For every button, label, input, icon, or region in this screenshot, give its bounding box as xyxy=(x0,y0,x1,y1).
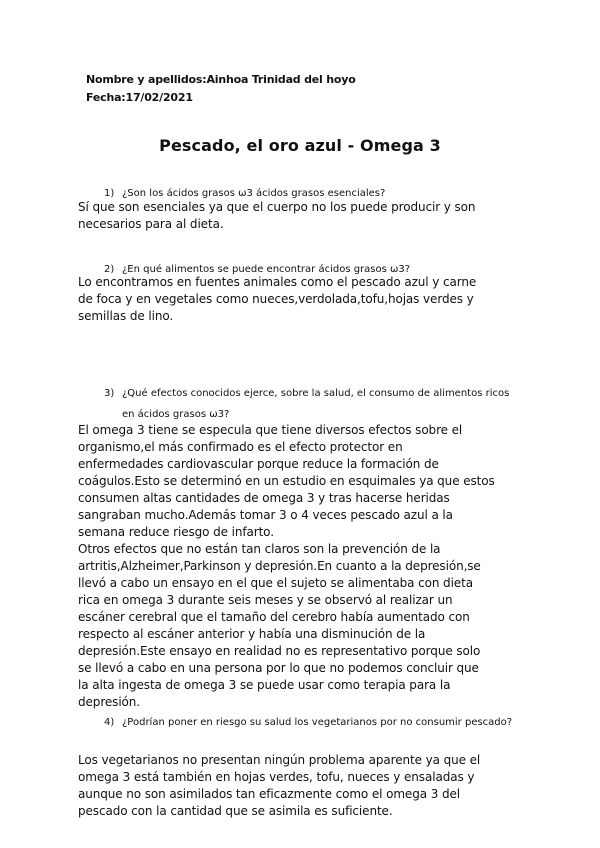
answer-1: Sí que son esenciales ya que el cuerpo no los puede producir y son necesarios para al dieta. xyxy=(78,200,476,231)
answer-3: El omega 3 tiene se especula que tiene diversos efectos sobre el organismo,el más confirmado es el efecto protector en enfermedades cardiovascular porque reduce la formación de coágulos.Esto se determinó en un estudio en esquimales ya que estos consumen altas cantidades de omega 3 y tras hacerse heridas sangraban mucho.Además tomar 3 o 4 veces pescado azul a la semana reduce riesgo de infarto. Otros efectos que no están tan claros son la prevención de la artritis,Alzheimer,Parkinson y depresión.En cuanto a la depresión,se llevó a cabo un ensayo en el que el sujeto se alimentaba con dieta rica en omega 3 durante seis meses y se observó al realizar un escáner cerebral que el tamaño del cerebro había aumentado con respecto al escáner anterior y había una disminución de la depresión.Este ensayo en realidad no es representativo porque solo se llevó a cabo en una persona por lo que no podemos concluir que la alta ingesta de omega 3 se puede usar como terapia para la depresión. xyxy=(78,423,495,709)
answer-2: Lo encontramos en fuentes animales como el pescado azul y carne de foca y en vegetales como nueces,verdolada,tofu,hojas verdes y semillas de lino. xyxy=(78,275,477,323)
question-number: 3) xyxy=(104,388,115,399)
question-4 xyxy=(104,712,524,733)
date-line: Fecha:17/02/2021 xyxy=(86,91,193,104)
document-title: Pescado, el oro azul - Omega 3 xyxy=(159,136,441,155)
question-text: ¿Qué efectos conocidos ejerce, sobre la salud, el consumo de alimentos ricos en ácidos grasos ω3? xyxy=(122,388,510,420)
answer-4: Los vegetarianos no presentan ningún problema aparente ya que el omega 3 está también en hojas verdes, tofu, nueces y ensaladas y aunque no son asimilados tan eficazmente como el omega 3 del pescado con la cantidad que se asimila es suficiente. xyxy=(78,753,481,818)
question-number: 4) xyxy=(104,717,115,728)
question-number: 1) xyxy=(104,188,115,199)
question-3 xyxy=(104,383,524,425)
question-text: ¿En qué alimentos se puede encontrar ácidos grasos ω3? xyxy=(122,264,411,275)
question-text: ¿Podrían poner en riesgo su salud los vegetarianos por no consumir pescado? xyxy=(122,717,513,728)
author-line: Nombre y apellidos:Ainhoa Trinidad del hoyo xyxy=(86,73,356,86)
question-number: 2) xyxy=(104,264,115,275)
question-text: ¿Son los ácidos grasos ω3 ácidos grasos esenciales? xyxy=(122,188,386,199)
